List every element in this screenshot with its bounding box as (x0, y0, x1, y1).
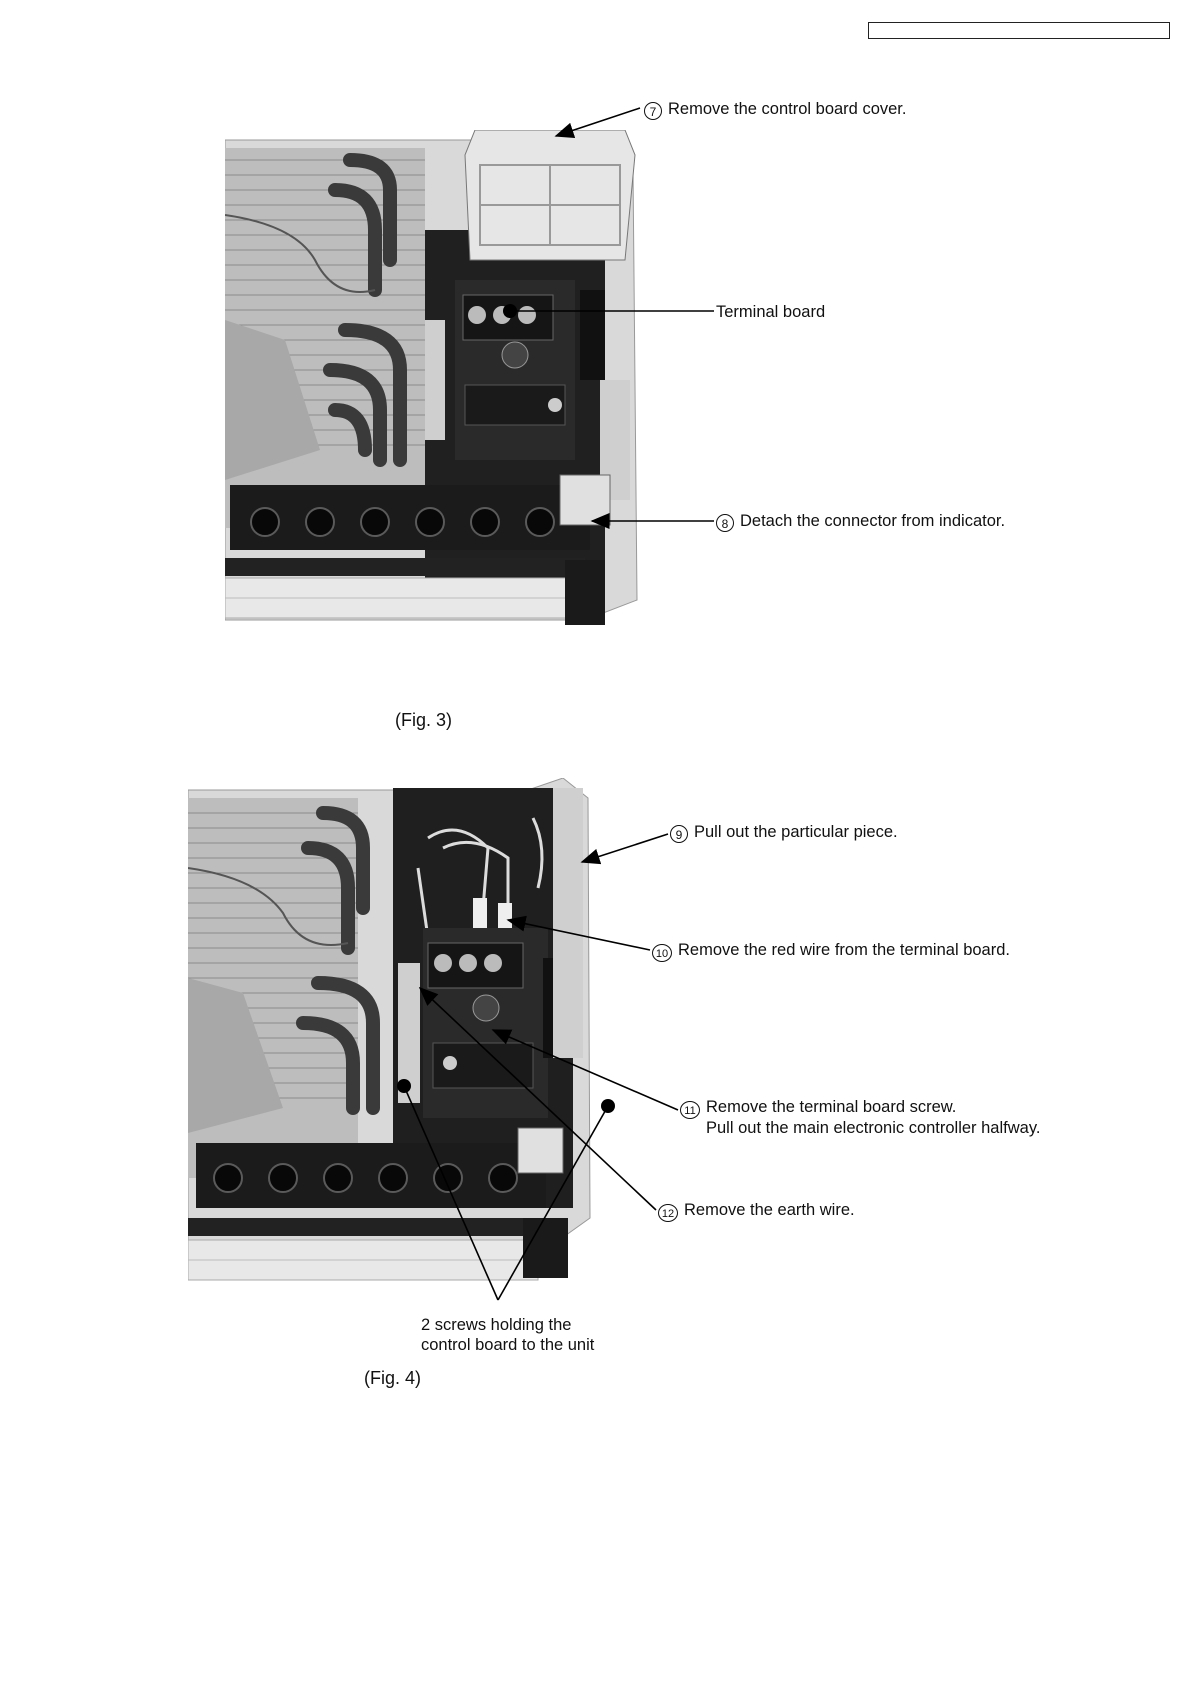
callout-8 (716, 511, 1005, 532)
terminal-board-text: Terminal board (716, 303, 826, 321)
callout-11-line2-text: Pull out the main electronic controller halfway. (706, 1119, 1041, 1137)
callout-9 (670, 822, 898, 843)
step-number-10: 10 (652, 944, 672, 962)
step-number-8: 8 (716, 514, 734, 532)
callout-12-text: Remove the earth wire. (684, 1201, 855, 1219)
callout-terminal-board (716, 302, 825, 322)
step-number-7: 7 (644, 102, 662, 120)
callout-12 (658, 1200, 855, 1222)
callout-11-line2 (706, 1118, 1040, 1138)
fig4-photo (188, 778, 608, 1295)
screws-note-line1: 2 screws holding the (421, 1316, 572, 1334)
callout-7-text: Remove the control board cover. (668, 100, 907, 118)
step-number-9: 9 (670, 825, 688, 843)
callout-10 (652, 940, 1010, 962)
callout-8-text: Detach the connector from indicator. (740, 512, 1006, 530)
header-box (868, 22, 1170, 39)
step-number-12: 12 (658, 1204, 678, 1222)
callout-9-text: Pull out the particular piece. (694, 823, 898, 841)
callout-7 (644, 99, 906, 120)
fig3-caption: (Fig. 3) (395, 710, 453, 730)
fig4-caption: (Fig. 4) (364, 1368, 422, 1388)
callout-11 (680, 1097, 956, 1119)
callout-10-text: Remove the red wire from the terminal board. (678, 941, 1010, 959)
step-number-11: 11 (680, 1101, 700, 1119)
screws-note-line2: control board to the unit (421, 1336, 595, 1354)
fig3-photo (225, 130, 645, 652)
callout-11-text: Remove the terminal board screw. (706, 1098, 957, 1116)
